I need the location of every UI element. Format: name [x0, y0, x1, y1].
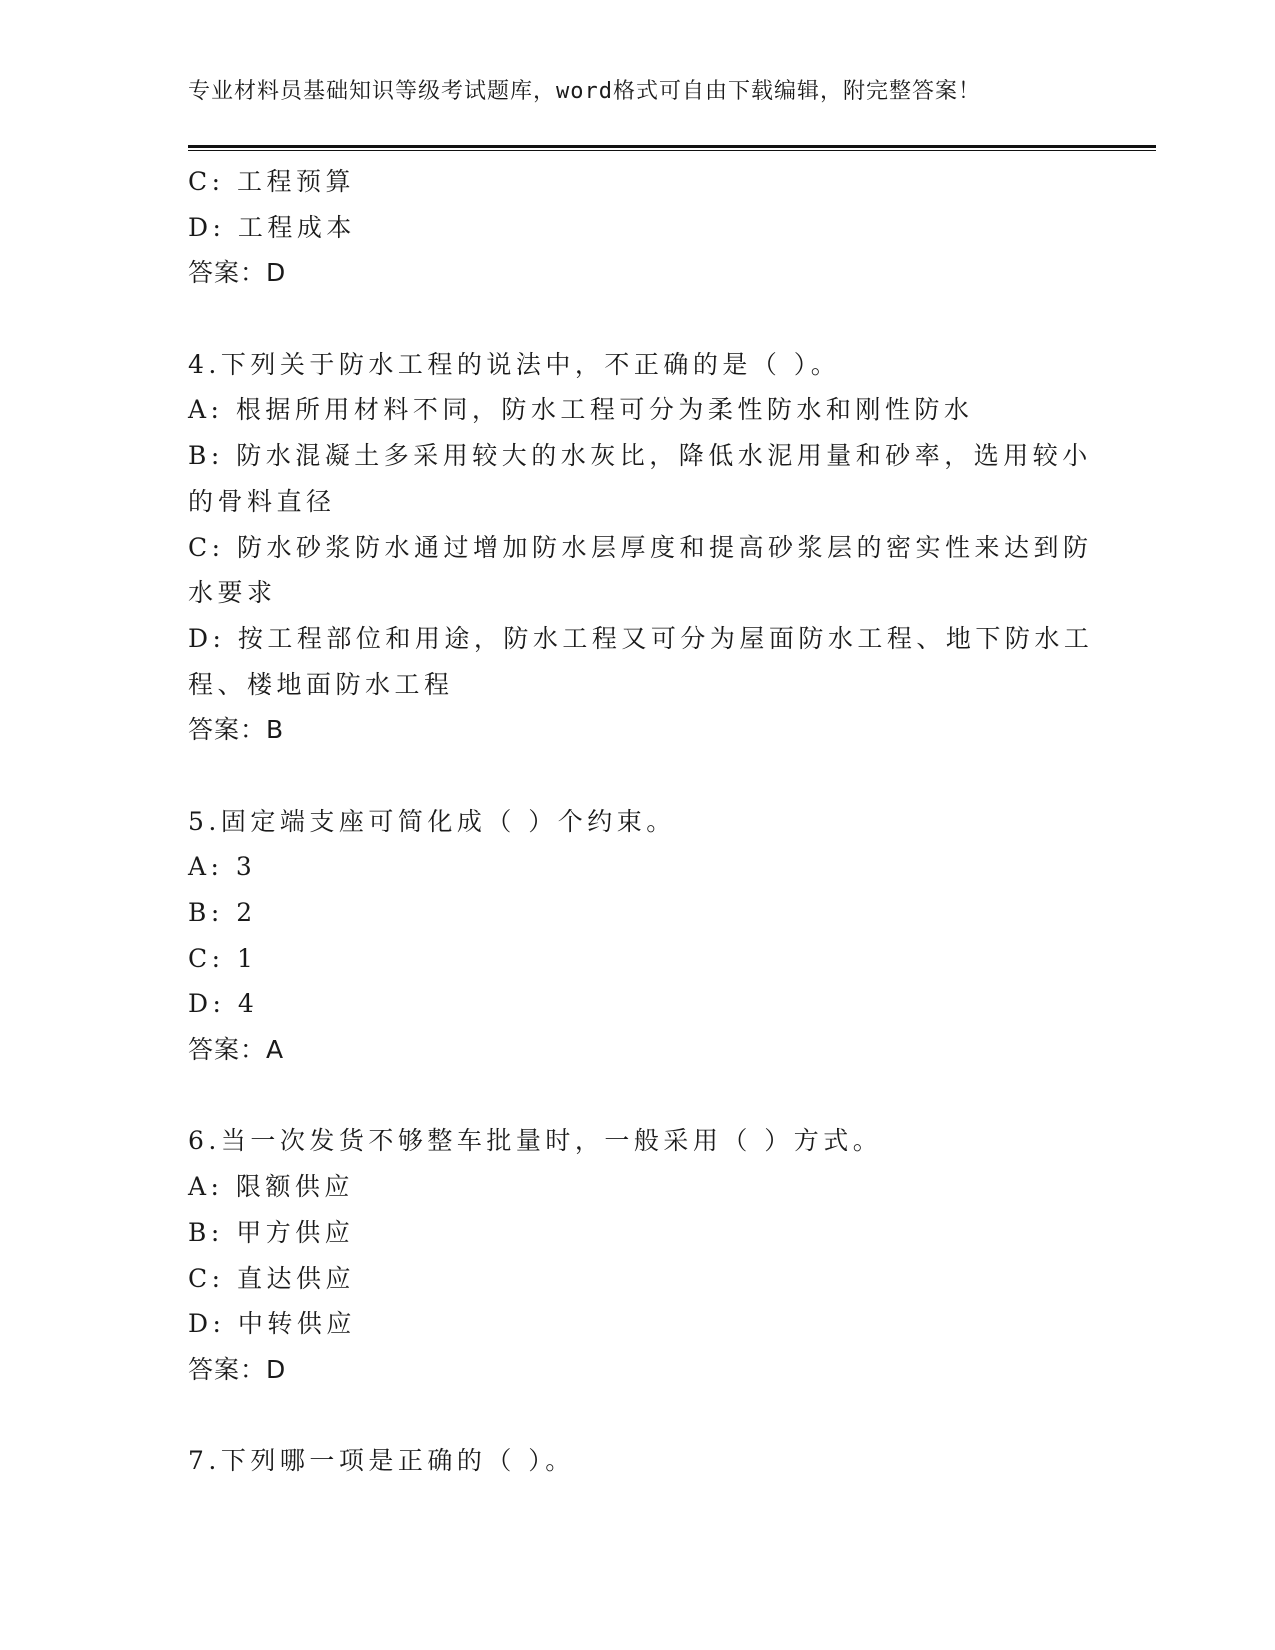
question-3-tail: [188, 159, 1088, 296]
answer-line: 答案：A: [188, 1035, 285, 1065]
spacer: [188, 296, 1088, 342]
header-rule-thin: [188, 150, 1156, 151]
option-c: C: 工程预算: [188, 167, 355, 196]
option-d: D: 中转供应: [188, 1309, 356, 1339]
question-text: 6.当一次发货不够整车批量时，一般采用（ ）方式。: [188, 1126, 883, 1156]
document-body: [188, 159, 1094, 1484]
question-7: [188, 1438, 1088, 1484]
option-d-continued: 程、楼地面防水工程: [188, 669, 454, 699]
option-d: D: 按工程部位和用途，防水工程又可分为屋面防水工程、地下防水工: [188, 623, 1094, 653]
option-c: C: 1: [188, 943, 258, 973]
question-text: 7.下列哪一项是正确的（ ）。: [188, 1446, 575, 1476]
spacer: [188, 1393, 1088, 1439]
page-header: 专业材料员基础知识等级考试题库，word格式可自由下载编辑，附完整答案！: [188, 79, 981, 104]
option-d: D: 4: [188, 989, 259, 1019]
answer-line: 答案：D: [188, 1354, 287, 1384]
spacer: [188, 1073, 1088, 1119]
answer-line: 答案：B: [188, 715, 285, 745]
option-c: C: 防水砂浆防水通过增加防水层厚度和提高砂浆层的密实性来达到防: [188, 532, 1093, 562]
question-6: [188, 1118, 1088, 1392]
option-d: D: 工程成本: [188, 212, 356, 242]
option-b: B: 甲方供应: [188, 1217, 355, 1247]
answer-line: 答案：D: [188, 258, 287, 288]
option-a: A: 限额供应: [188, 1172, 354, 1202]
option-c: C: 直达供应: [188, 1263, 355, 1293]
spacer: [188, 753, 1088, 799]
option-a: A: 根据所用材料不同，防水工程可分为柔性防水和刚性防水: [188, 395, 974, 425]
option-a: A: 3: [188, 852, 257, 882]
option-b: B: 防水混凝土多采用较大的水灰比，降低水泥用量和砂率，选用较小: [188, 441, 1092, 471]
question-4: [188, 342, 1094, 753]
option-b: B: 2: [188, 898, 257, 927]
header-rule-thick: [188, 145, 1156, 148]
question-text: 5.固定端支座可简化成（ ）个约束。: [188, 806, 676, 836]
option-b-continued: 的骨料直径: [188, 486, 336, 516]
question-5: [188, 799, 1088, 1073]
option-c-continued: 水要求: [188, 578, 277, 608]
question-text: 4.下列关于防水工程的说法中，不正确的是（ ）。: [188, 349, 841, 379]
